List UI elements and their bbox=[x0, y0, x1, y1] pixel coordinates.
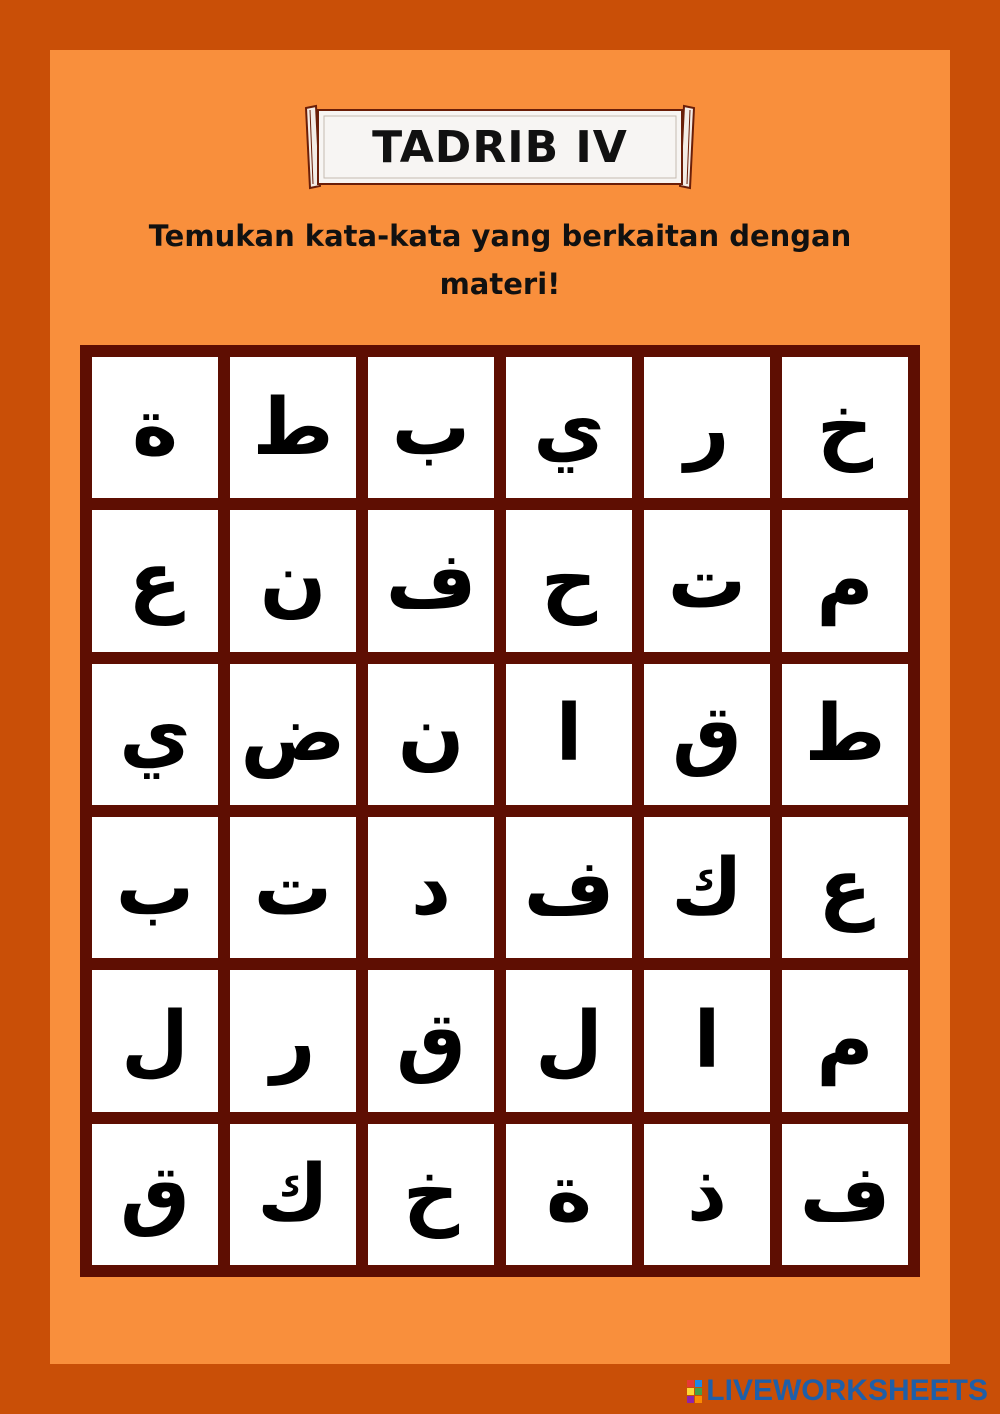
grid-cell[interactable]: ر bbox=[644, 357, 770, 498]
grid-cell[interactable]: ف bbox=[368, 510, 494, 651]
letter-grid bbox=[80, 345, 920, 1277]
grid-cell[interactable]: ع bbox=[92, 510, 218, 651]
grid-cell[interactable]: ق bbox=[92, 1124, 218, 1265]
grid-cell[interactable]: ي bbox=[506, 357, 632, 498]
grid-cell[interactable]: ي bbox=[92, 664, 218, 805]
grid-cell[interactable]: ت bbox=[230, 817, 356, 958]
page-title: TADRIB IV bbox=[372, 121, 628, 173]
grid-cell[interactable]: ا bbox=[506, 664, 632, 805]
grid-cell[interactable]: ت bbox=[644, 510, 770, 651]
liveworksheets-brand[interactable] bbox=[687, 1374, 988, 1408]
grid-cell[interactable]: ا bbox=[644, 970, 770, 1111]
grid-cell[interactable]: ن bbox=[368, 664, 494, 805]
grid-cell[interactable]: ب bbox=[92, 817, 218, 958]
grid-cell[interactable]: ة bbox=[92, 357, 218, 498]
brand-label: LIVEWORKSHEETS bbox=[706, 1374, 988, 1407]
grid-cell[interactable]: ع bbox=[782, 817, 908, 958]
grid-cell[interactable]: ة bbox=[506, 1124, 632, 1265]
grid-cell[interactable]: ر bbox=[230, 970, 356, 1111]
grid-cell[interactable]: م bbox=[782, 970, 908, 1111]
grid-cell[interactable]: م bbox=[782, 510, 908, 651]
grid-cell[interactable]: ق bbox=[644, 664, 770, 805]
grid-cell[interactable]: د bbox=[368, 817, 494, 958]
grid-cell[interactable]: ك bbox=[644, 817, 770, 958]
grid-cell[interactable]: ط bbox=[782, 664, 908, 805]
grid-cell[interactable]: ن bbox=[230, 510, 356, 651]
instruction-text: Temukan kata-kata yang berkaitan dengan materi! bbox=[148, 219, 852, 301]
grid-cell[interactable]: ح bbox=[506, 510, 632, 651]
grid-cell[interactable]: خ bbox=[368, 1124, 494, 1265]
grid-cell[interactable]: ف bbox=[506, 817, 632, 958]
grid-cell[interactable]: ب bbox=[368, 357, 494, 498]
grid-cell[interactable]: خ bbox=[782, 357, 908, 498]
grid-cell[interactable]: ط bbox=[230, 357, 356, 498]
grid-cell[interactable]: ل bbox=[92, 970, 218, 1111]
worksheet-page bbox=[50, 50, 950, 1364]
grid-cell[interactable]: ل bbox=[506, 970, 632, 1111]
liveworksheets-logo-icon bbox=[687, 1380, 702, 1403]
grid-cell[interactable]: ك bbox=[230, 1124, 356, 1265]
grid-cell[interactable]: ض bbox=[230, 664, 356, 805]
grid-cell[interactable]: ذ bbox=[644, 1124, 770, 1265]
grid-cell[interactable]: ق bbox=[368, 970, 494, 1111]
title-banner bbox=[302, 104, 698, 190]
grid-cell[interactable]: ف bbox=[782, 1124, 908, 1265]
